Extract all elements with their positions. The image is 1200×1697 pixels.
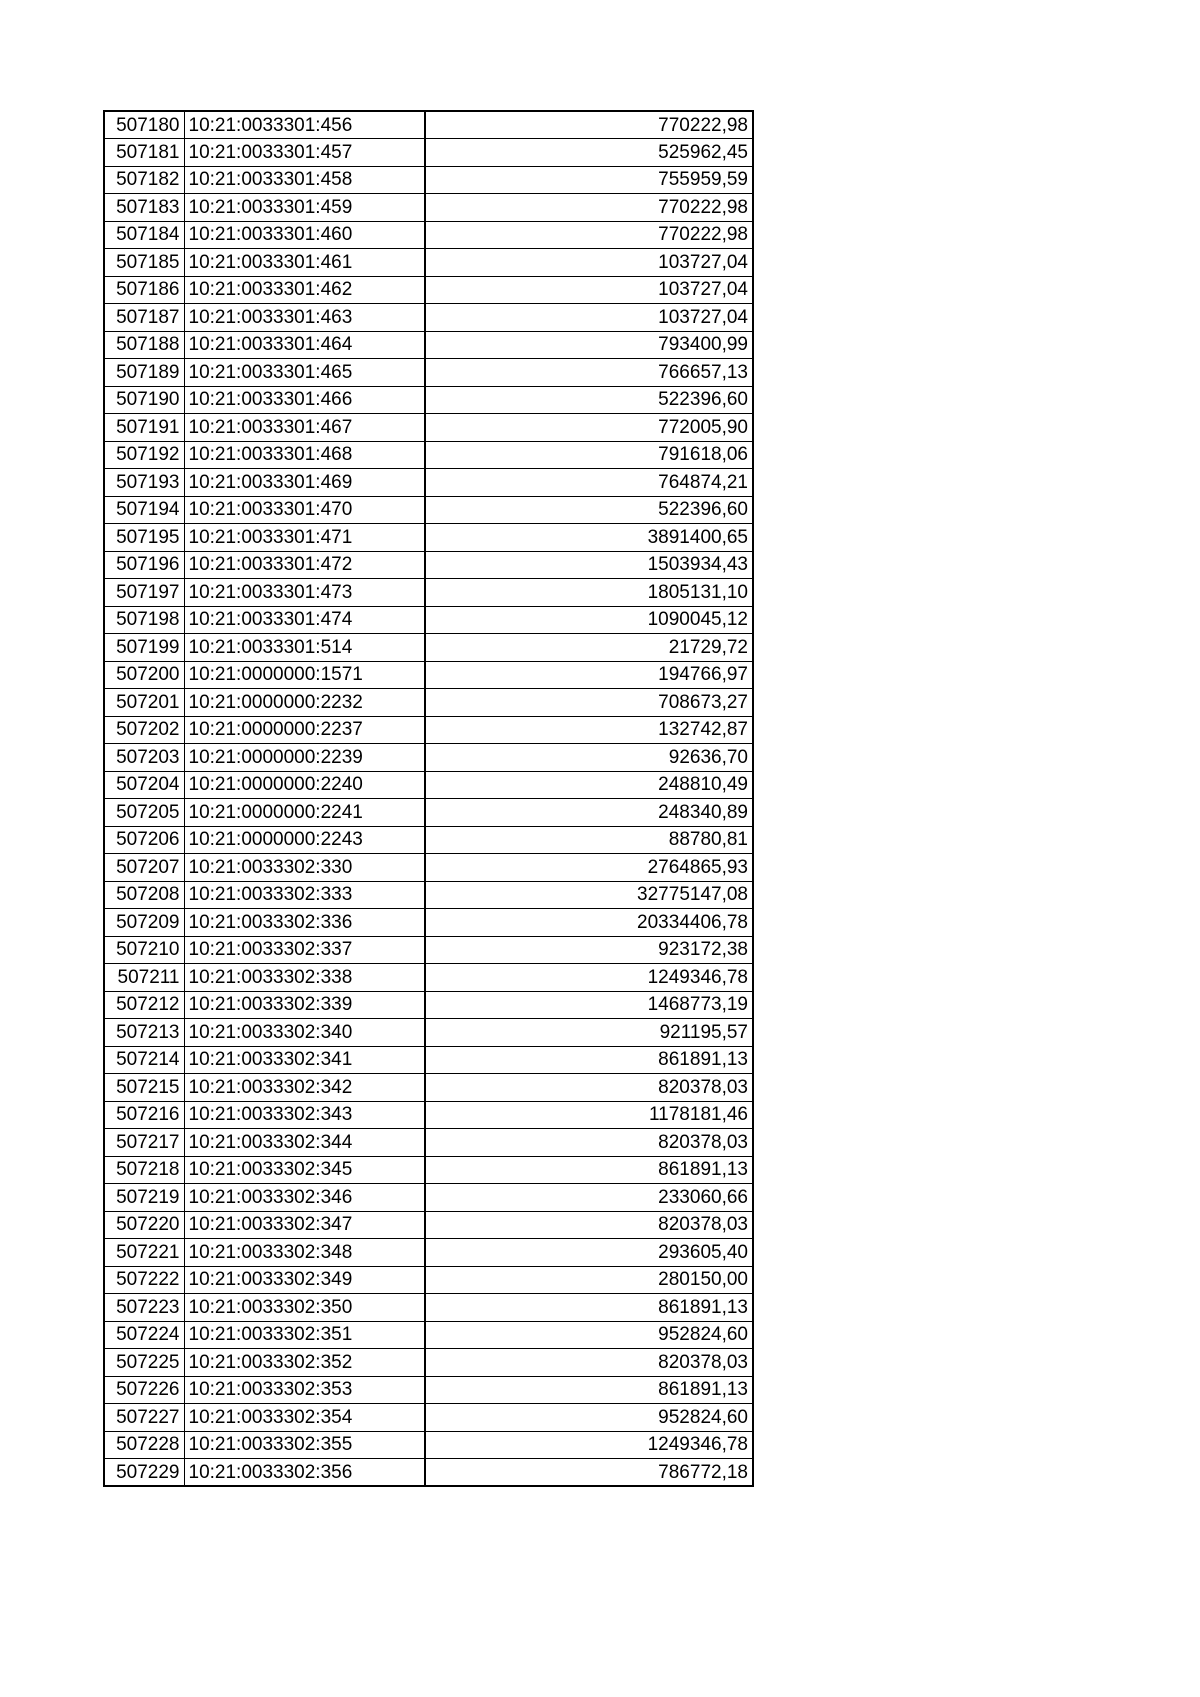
row-number-cell: 507212 — [104, 991, 184, 1019]
row-number-cell: 507213 — [104, 1019, 184, 1047]
table-row — [104, 606, 753, 634]
cadastral-number-cell: 10:21:0033302:338 — [184, 964, 425, 992]
cadastral-value-cell: 770222,98 — [425, 111, 753, 139]
cadastral-value-cell: 1249346,78 — [425, 964, 753, 992]
cadastral-number-cell: 10:21:0033302:345 — [184, 1156, 425, 1184]
cadastral-value-cell: 820378,03 — [425, 1074, 753, 1102]
table-row — [104, 1239, 753, 1267]
table-row — [104, 1156, 753, 1184]
table-row — [104, 744, 753, 772]
row-number-cell: 507183 — [104, 194, 184, 222]
cadastral-number-cell: 10:21:0033301:474 — [184, 606, 425, 634]
cadastral-number-cell: 10:21:0033301:470 — [184, 496, 425, 524]
cadastral-value-cell: 770222,98 — [425, 221, 753, 249]
cadastral-value-cell: 766657,13 — [425, 359, 753, 387]
row-number-cell: 507221 — [104, 1239, 184, 1267]
cadastral-value-cell: 952824,60 — [425, 1321, 753, 1349]
cadastral-number-cell: 10:21:0000000:2240 — [184, 771, 425, 799]
table-row — [104, 1074, 753, 1102]
cadastral-value-cell: 921195,57 — [425, 1019, 753, 1047]
row-number-cell: 507180 — [104, 111, 184, 139]
row-number-cell: 507223 — [104, 1294, 184, 1322]
table-row — [104, 166, 753, 194]
row-number-cell: 507211 — [104, 964, 184, 992]
cadastral-value-cell: 820378,03 — [425, 1211, 753, 1239]
table-row — [104, 771, 753, 799]
cadastral-number-cell: 10:21:0033302:351 — [184, 1321, 425, 1349]
cadastral-number-cell: 10:21:0033301:460 — [184, 221, 425, 249]
table-row — [104, 1459, 753, 1487]
table-row — [104, 496, 753, 524]
row-number-cell: 507228 — [104, 1431, 184, 1459]
row-number-cell: 507226 — [104, 1376, 184, 1404]
cadastral-value-cell: 861891,13 — [425, 1294, 753, 1322]
table-row — [104, 964, 753, 992]
cadastral-value-cell: 103727,04 — [425, 304, 753, 332]
cadastral-number-cell: 10:21:0033301:514 — [184, 634, 425, 662]
row-number-cell: 507224 — [104, 1321, 184, 1349]
row-number-cell: 507185 — [104, 249, 184, 277]
table-row — [104, 304, 753, 332]
row-number-cell: 507207 — [104, 854, 184, 882]
row-number-cell: 507182 — [104, 166, 184, 194]
row-number-cell: 507187 — [104, 304, 184, 332]
cadastral-value-cell: 2764865,93 — [425, 854, 753, 882]
row-number-cell: 507194 — [104, 496, 184, 524]
table-row — [104, 799, 753, 827]
cadastral-number-cell: 10:21:0033301:462 — [184, 276, 425, 304]
cadastral-number-cell: 10:21:0033302:330 — [184, 854, 425, 882]
table-row — [104, 716, 753, 744]
table-row — [104, 249, 753, 277]
row-number-cell: 507208 — [104, 881, 184, 909]
table-row — [104, 139, 753, 167]
row-number-cell: 507218 — [104, 1156, 184, 1184]
table-row — [104, 1019, 753, 1047]
cadastral-number-cell: 10:21:0033301:464 — [184, 331, 425, 359]
row-number-cell: 507225 — [104, 1349, 184, 1377]
row-number-cell: 507222 — [104, 1266, 184, 1294]
cadastral-value-cell: 21729,72 — [425, 634, 753, 662]
cadastral-number-cell: 10:21:0033301:471 — [184, 524, 425, 552]
cadastral-number-cell: 10:21:0033302:336 — [184, 909, 425, 937]
cadastral-number-cell: 10:21:0000000:1571 — [184, 661, 425, 689]
cadastral-number-cell: 10:21:0033302:333 — [184, 881, 425, 909]
table-row — [104, 1321, 753, 1349]
cadastral-number-cell: 10:21:0033301:473 — [184, 579, 425, 607]
row-number-cell: 507219 — [104, 1184, 184, 1212]
table-row — [104, 854, 753, 882]
cadastral-number-cell: 10:21:0033302:337 — [184, 936, 425, 964]
cadastral-value-cell: 88780,81 — [425, 826, 753, 854]
row-number-cell: 507200 — [104, 661, 184, 689]
row-number-cell: 507209 — [104, 909, 184, 937]
row-number-cell: 507210 — [104, 936, 184, 964]
table-row — [104, 276, 753, 304]
row-number-cell: 507188 — [104, 331, 184, 359]
cadastral-value-table — [103, 110, 754, 1487]
cadastral-number-cell: 10:21:0033302:352 — [184, 1349, 425, 1377]
cadastral-number-cell: 10:21:0000000:2243 — [184, 826, 425, 854]
row-number-cell: 507191 — [104, 414, 184, 442]
cadastral-value-cell: 820378,03 — [425, 1349, 753, 1377]
cadastral-value-cell: 132742,87 — [425, 716, 753, 744]
row-number-cell: 507206 — [104, 826, 184, 854]
cadastral-number-cell: 10:21:0033302:341 — [184, 1046, 425, 1074]
row-number-cell: 507220 — [104, 1211, 184, 1239]
cadastral-number-cell: 10:21:0033301:467 — [184, 414, 425, 442]
cadastral-number-cell: 10:21:0033302:343 — [184, 1101, 425, 1129]
row-number-cell: 507229 — [104, 1459, 184, 1487]
cadastral-value-cell: 786772,18 — [425, 1459, 753, 1487]
cadastral-value-cell: 755959,59 — [425, 166, 753, 194]
table-body — [104, 111, 753, 1486]
table-row — [104, 1211, 753, 1239]
row-number-cell: 507190 — [104, 386, 184, 414]
table-row — [104, 1404, 753, 1432]
cadastral-value-cell: 764874,21 — [425, 469, 753, 497]
cadastral-number-cell: 10:21:0033302:348 — [184, 1239, 425, 1267]
table-row — [104, 1184, 753, 1212]
table-row — [104, 1294, 753, 1322]
cadastral-value-cell: 1178181,46 — [425, 1101, 753, 1129]
row-number-cell: 507186 — [104, 276, 184, 304]
cadastral-number-cell: 10:21:0033302:347 — [184, 1211, 425, 1239]
cadastral-number-cell: 10:21:0033301:466 — [184, 386, 425, 414]
table-row — [104, 414, 753, 442]
cadastral-number-cell: 10:21:0033302:349 — [184, 1266, 425, 1294]
cadastral-value-cell: 248340,89 — [425, 799, 753, 827]
row-number-cell: 507196 — [104, 551, 184, 579]
cadastral-number-cell: 10:21:0033302:350 — [184, 1294, 425, 1322]
cadastral-value-cell: 522396,60 — [425, 496, 753, 524]
cadastral-number-cell: 10:21:0033301:465 — [184, 359, 425, 387]
row-number-cell: 507201 — [104, 689, 184, 717]
cadastral-number-cell: 10:21:0033302:342 — [184, 1074, 425, 1102]
table-row — [104, 909, 753, 937]
cadastral-number-cell: 10:21:0033302:339 — [184, 991, 425, 1019]
table-row — [104, 1101, 753, 1129]
cadastral-value-cell: 32775147,08 — [425, 881, 753, 909]
cadastral-number-cell: 10:21:0000000:2241 — [184, 799, 425, 827]
row-number-cell: 507181 — [104, 139, 184, 167]
cadastral-number-cell: 10:21:0000000:2232 — [184, 689, 425, 717]
cadastral-value-cell: 772005,90 — [425, 414, 753, 442]
cadastral-value-cell: 525962,45 — [425, 139, 753, 167]
cadastral-value-cell: 1805131,10 — [425, 579, 753, 607]
cadastral-value-cell: 103727,04 — [425, 276, 753, 304]
cadastral-value-cell: 791618,06 — [425, 441, 753, 469]
table-row — [104, 221, 753, 249]
table-row — [104, 441, 753, 469]
cadastral-value-cell: 820378,03 — [425, 1129, 753, 1157]
row-number-cell: 507199 — [104, 634, 184, 662]
cadastral-number-cell: 10:21:0033301:461 — [184, 249, 425, 277]
cadastral-value-cell: 952824,60 — [425, 1404, 753, 1432]
cadastral-value-cell: 1468773,19 — [425, 991, 753, 1019]
table-row — [104, 1266, 753, 1294]
cadastral-number-cell: 10:21:0033301:458 — [184, 166, 425, 194]
cadastral-number-cell: 10:21:0033301:463 — [184, 304, 425, 332]
table-row — [104, 1129, 753, 1157]
cadastral-value-cell: 861891,13 — [425, 1156, 753, 1184]
table-row — [104, 579, 753, 607]
cadastral-value-cell: 233060,66 — [425, 1184, 753, 1212]
row-number-cell: 507189 — [104, 359, 184, 387]
table-row — [104, 634, 753, 662]
cadastral-number-cell: 10:21:0033301:456 — [184, 111, 425, 139]
cadastral-number-cell: 10:21:0000000:2239 — [184, 744, 425, 772]
row-number-cell: 507227 — [104, 1404, 184, 1432]
row-number-cell: 507214 — [104, 1046, 184, 1074]
table-row — [104, 1046, 753, 1074]
cadastral-value-cell: 770222,98 — [425, 194, 753, 222]
cadastral-value-cell: 194766,97 — [425, 661, 753, 689]
table-row — [104, 111, 753, 139]
table-row — [104, 936, 753, 964]
row-number-cell: 507192 — [104, 441, 184, 469]
table-row — [104, 524, 753, 552]
cadastral-value-cell: 1249346,78 — [425, 1431, 753, 1459]
table-row — [104, 1349, 753, 1377]
cadastral-value-cell: 103727,04 — [425, 249, 753, 277]
table-row — [104, 551, 753, 579]
cadastral-value-cell: 708673,27 — [425, 689, 753, 717]
cadastral-value-cell: 861891,13 — [425, 1046, 753, 1074]
row-number-cell: 507202 — [104, 716, 184, 744]
table-row — [104, 661, 753, 689]
cadastral-value-cell: 861891,13 — [425, 1376, 753, 1404]
row-number-cell: 507203 — [104, 744, 184, 772]
cadastral-number-cell: 10:21:0033301:472 — [184, 551, 425, 579]
cadastral-number-cell: 10:21:0000000:2237 — [184, 716, 425, 744]
cadastral-number-cell: 10:21:0033302:356 — [184, 1459, 425, 1487]
table-row — [104, 689, 753, 717]
cadastral-number-cell: 10:21:0033301:469 — [184, 469, 425, 497]
row-number-cell: 507197 — [104, 579, 184, 607]
row-number-cell: 507205 — [104, 799, 184, 827]
cadastral-value-cell: 293605,40 — [425, 1239, 753, 1267]
table-row — [104, 386, 753, 414]
cadastral-value-cell: 1090045,12 — [425, 606, 753, 634]
row-number-cell: 507195 — [104, 524, 184, 552]
row-number-cell: 507215 — [104, 1074, 184, 1102]
cadastral-value-cell: 1503934,43 — [425, 551, 753, 579]
table-row — [104, 194, 753, 222]
table-row — [104, 1376, 753, 1404]
cadastral-value-cell: 3891400,65 — [425, 524, 753, 552]
cadastral-number-cell: 10:21:0033301:457 — [184, 139, 425, 167]
cadastral-value-cell: 20334406,78 — [425, 909, 753, 937]
cadastral-number-cell: 10:21:0033301:459 — [184, 194, 425, 222]
cadastral-number-cell: 10:21:0033302:344 — [184, 1129, 425, 1157]
row-number-cell: 507193 — [104, 469, 184, 497]
row-number-cell: 507184 — [104, 221, 184, 249]
cadastral-number-cell: 10:21:0033302:353 — [184, 1376, 425, 1404]
cadastral-value-cell: 248810,49 — [425, 771, 753, 799]
cadastral-value-cell: 793400,99 — [425, 331, 753, 359]
cadastral-number-cell: 10:21:0033302:354 — [184, 1404, 425, 1432]
row-number-cell: 507198 — [104, 606, 184, 634]
cadastral-value-cell: 92636,70 — [425, 744, 753, 772]
cadastral-number-cell: 10:21:0033302:346 — [184, 1184, 425, 1212]
table-row — [104, 469, 753, 497]
table-row — [104, 826, 753, 854]
cadastral-value-cell: 923172,38 — [425, 936, 753, 964]
row-number-cell: 507216 — [104, 1101, 184, 1129]
table-row — [104, 991, 753, 1019]
table-row — [104, 881, 753, 909]
table-row — [104, 1431, 753, 1459]
cadastral-value-cell: 280150,00 — [425, 1266, 753, 1294]
table-row — [104, 331, 753, 359]
cadastral-number-cell: 10:21:0033301:468 — [184, 441, 425, 469]
row-number-cell: 507204 — [104, 771, 184, 799]
table-row — [104, 359, 753, 387]
cadastral-value-cell: 522396,60 — [425, 386, 753, 414]
row-number-cell: 507217 — [104, 1129, 184, 1157]
cadastral-number-cell: 10:21:0033302:340 — [184, 1019, 425, 1047]
cadastral-number-cell: 10:21:0033302:355 — [184, 1431, 425, 1459]
